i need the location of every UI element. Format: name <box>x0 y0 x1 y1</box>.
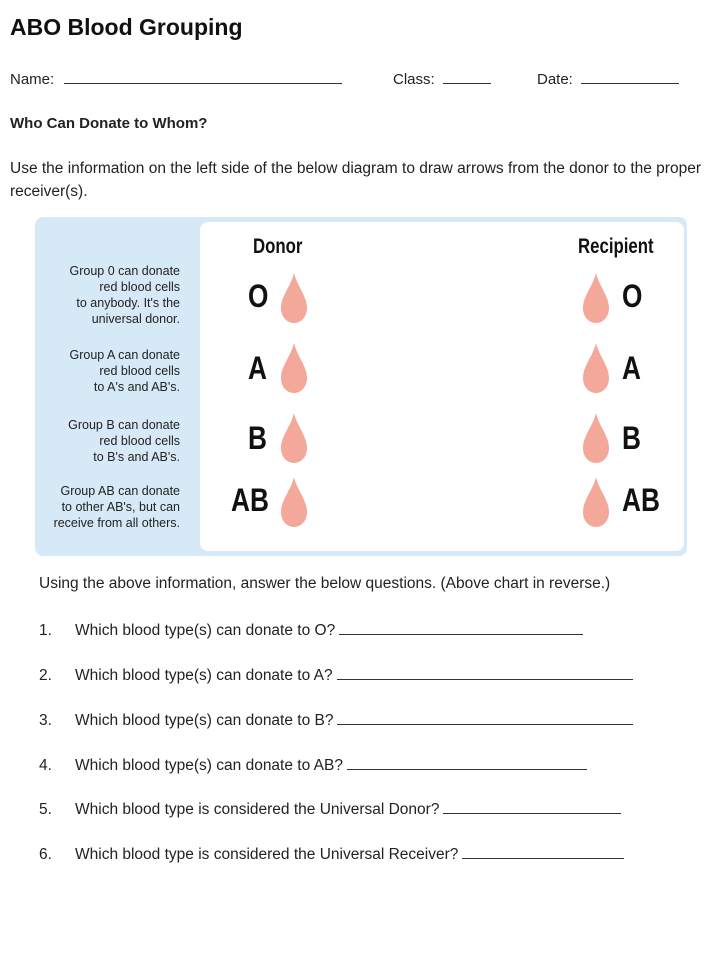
recipient-label-a: A <box>622 350 641 386</box>
question-number: 2. <box>39 667 52 684</box>
question-text: Which blood type is considered the Universal Receiver? <box>75 846 459 863</box>
description-line: Group B can donate <box>68 418 180 432</box>
donor-label-o: O <box>248 278 269 314</box>
recipient-blood-drop-icon[interactable] <box>581 272 611 324</box>
question-1 <box>39 620 583 640</box>
question-number: 4. <box>39 757 52 774</box>
description-line: Group A can donate <box>69 348 180 362</box>
donor-label-b: B <box>248 420 267 456</box>
question-number: 5. <box>39 801 52 818</box>
name-row <box>10 69 342 88</box>
description-line: to anybody. It's the <box>76 296 180 310</box>
group-o-description <box>35 263 180 327</box>
donor-blood-drop-icon[interactable] <box>279 476 309 528</box>
question-text: Which blood type(s) can donate to A? <box>75 667 333 684</box>
recipient-header: Recipient <box>578 235 654 258</box>
instructions-text: Use the information on the left side of the below diagram to draw arrows from the donor to the proper receiver(s). <box>10 160 701 200</box>
answer-field-6[interactable] <box>462 844 624 859</box>
date-label: Date: <box>537 71 573 88</box>
question-6 <box>39 844 624 864</box>
question-text: Which blood type is considered the Universal Donor? <box>75 801 440 818</box>
question-text: Which blood type(s) can donate to AB? <box>75 757 343 774</box>
class-label: Class: <box>393 71 435 88</box>
description-line: universal donor. <box>91 312 180 326</box>
donor-blood-drop-icon[interactable] <box>279 272 309 324</box>
donor-header: Donor <box>253 235 303 258</box>
date-field[interactable] <box>581 69 679 84</box>
description-line: red blood cells <box>99 364 180 378</box>
group-ab-description <box>35 483 180 531</box>
question-number: 3. <box>39 712 52 729</box>
answer-field-3[interactable] <box>337 710 633 725</box>
question-2 <box>39 665 633 685</box>
name-field[interactable] <box>64 69 342 84</box>
question-number: 1. <box>39 622 52 639</box>
description-line: to A's and AB's. <box>93 380 180 394</box>
description-line: red blood cells <box>99 280 180 294</box>
description-line: Group AB can donate <box>60 484 180 498</box>
answer-field-1[interactable] <box>339 620 583 635</box>
group-a-description <box>35 347 180 395</box>
page-title: ABO Blood Grouping <box>10 14 243 40</box>
answer-field-5[interactable] <box>443 799 621 814</box>
donor-label-a: A <box>248 350 267 386</box>
recipient-blood-drop-icon[interactable] <box>581 476 611 528</box>
description-line: Group 0 can donate <box>69 264 180 278</box>
donor-label-ab: AB <box>231 482 269 518</box>
recipient-blood-drop-icon[interactable] <box>581 342 611 394</box>
section-heading: Who Can Donate to Whom? <box>10 115 208 132</box>
recipient-label-ab: AB <box>622 482 660 518</box>
question-4 <box>39 755 587 775</box>
answer-field-4[interactable] <box>347 755 587 770</box>
question-text: Which blood type(s) can donate to B? <box>75 712 334 729</box>
question-text: Which blood type(s) can donate to O? <box>75 622 336 639</box>
description-line: to B's and AB's. <box>93 450 180 464</box>
recipient-label-b: B <box>622 420 641 456</box>
name-label: Name: <box>10 71 55 88</box>
questions-intro: Using the above information, answer the below questions. (Above chart in reverse.) <box>39 575 611 592</box>
description-line: to other AB's, but can <box>61 500 180 514</box>
diagram-inner-panel <box>200 222 684 551</box>
question-3 <box>39 710 633 730</box>
donor-blood-drop-icon[interactable] <box>279 342 309 394</box>
answer-field-2[interactable] <box>337 665 633 680</box>
recipient-label-o: O <box>622 278 643 314</box>
recipient-blood-drop-icon[interactable] <box>581 412 611 464</box>
class-field[interactable] <box>443 69 491 84</box>
group-b-description <box>35 417 180 465</box>
description-line: red blood cells <box>99 434 180 448</box>
date-row <box>537 69 679 88</box>
class-row <box>393 69 491 88</box>
donor-blood-drop-icon[interactable] <box>279 412 309 464</box>
question-number: 6. <box>39 846 52 863</box>
question-5 <box>39 799 621 819</box>
description-line: receive from all others. <box>53 516 180 530</box>
